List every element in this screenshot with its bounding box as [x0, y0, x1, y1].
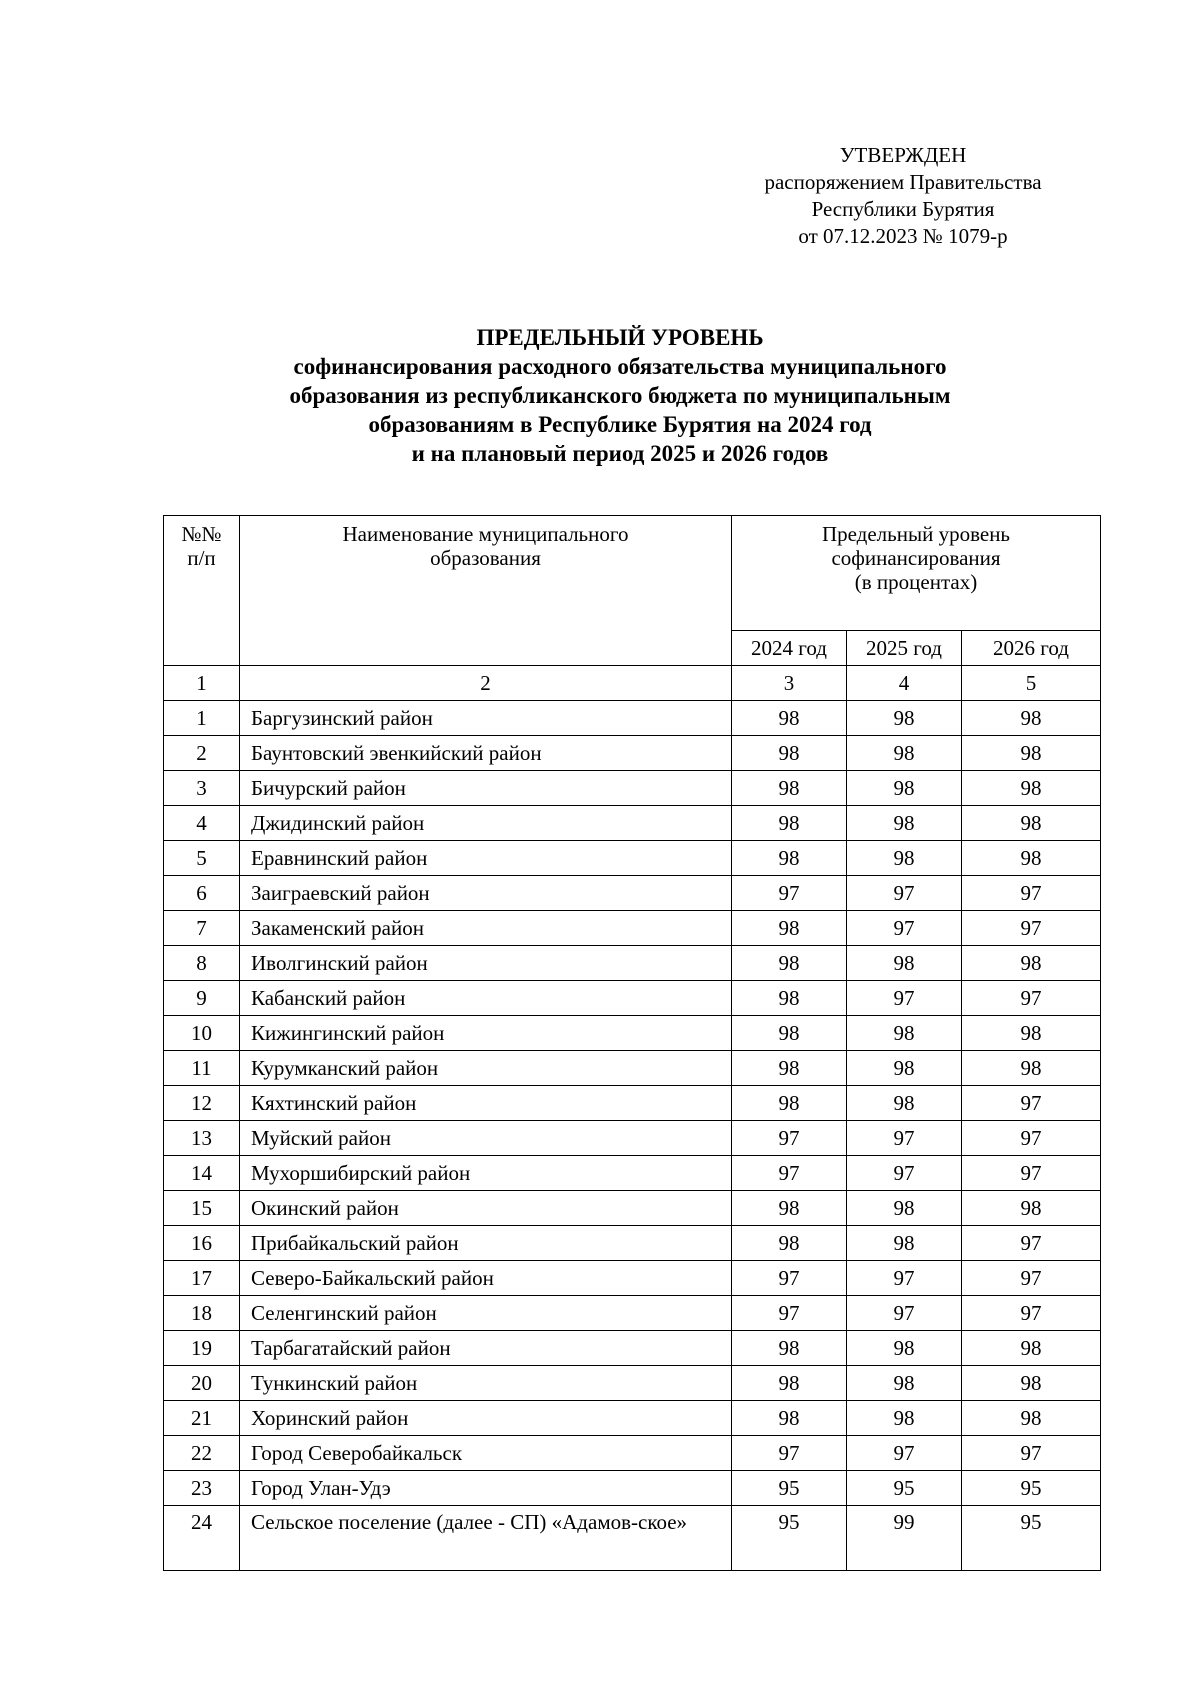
municipality-name: Кабанский район [240, 981, 732, 1016]
title-line-4: образованиям в Республике Бурятия на 2024 год [368, 412, 872, 437]
table-row [164, 1051, 1101, 1086]
municipality-name: Селенгинский район [240, 1296, 732, 1331]
level-2025: 98 [847, 841, 962, 876]
table-row [164, 736, 1101, 771]
municipality-name: Город Улан-Удэ [240, 1471, 732, 1506]
row-number: 7 [164, 911, 240, 946]
level-2024: 97 [732, 1156, 847, 1191]
level-2025: 97 [847, 981, 962, 1016]
level-2026: 97 [962, 876, 1101, 911]
column-number: 2 [240, 666, 732, 701]
title-line-1: ПРЕДЕЛЬНЫЙ УРОВЕНЬ [476, 325, 764, 350]
level-2025: 99 [847, 1506, 962, 1571]
table-row [164, 946, 1101, 981]
level-2025: 97 [847, 876, 962, 911]
level-2025: 97 [847, 1156, 962, 1191]
level-2025: 98 [847, 701, 962, 736]
level-2026: 97 [962, 1296, 1101, 1331]
level-2024: 98 [732, 841, 847, 876]
municipality-name: Муйский район [240, 1121, 732, 1156]
row-number: 13 [164, 1121, 240, 1156]
column-number: 5 [962, 666, 1101, 701]
document-title [140, 323, 1100, 468]
table-row [164, 1226, 1101, 1261]
level-2024: 98 [732, 771, 847, 806]
level-2026: 98 [962, 1016, 1101, 1051]
table-row [164, 1331, 1101, 1366]
table-row [164, 876, 1101, 911]
municipality-name: Сельское поселение (далее - СП) «Адамов-ское» [240, 1506, 732, 1571]
level-2025: 97 [847, 1261, 962, 1296]
level-2024: 98 [732, 1401, 847, 1436]
level-2026: 98 [962, 736, 1101, 771]
level-2024: 97 [732, 1261, 847, 1296]
municipality-name: Закаменский район [240, 911, 732, 946]
municipality-name: Город Северобайкальск [240, 1436, 732, 1471]
municipality-name: Курумканский район [240, 1051, 732, 1086]
row-number: 12 [164, 1086, 240, 1121]
municipality-name: Окинский район [240, 1191, 732, 1226]
header-year-2026: 2026 год [962, 631, 1101, 666]
table-row [164, 911, 1101, 946]
level-2026: 98 [962, 701, 1101, 736]
level-2024: 98 [732, 736, 847, 771]
level-2025: 98 [847, 1331, 962, 1366]
level-2024: 98 [732, 1191, 847, 1226]
row-number: 9 [164, 981, 240, 1016]
level-2026: 98 [962, 841, 1101, 876]
header-level-line-2: софинансирования [831, 546, 1001, 570]
table-row [164, 981, 1101, 1016]
row-number: 6 [164, 876, 240, 911]
level-2024: 97 [732, 876, 847, 911]
municipality-name: Кяхтинский район [240, 1086, 732, 1121]
level-2026: 97 [962, 981, 1101, 1016]
level-2025: 98 [847, 1086, 962, 1121]
level-2025: 98 [847, 736, 962, 771]
municipality-name: Бичурский район [240, 771, 732, 806]
header-number-line-1: №№ [181, 522, 222, 546]
level-2025: 97 [847, 1296, 962, 1331]
level-2026: 98 [962, 1051, 1101, 1086]
approval-republic: Республики Бурятия [811, 197, 995, 221]
level-2024: 98 [732, 946, 847, 981]
row-number: 5 [164, 841, 240, 876]
level-2026: 98 [962, 1331, 1101, 1366]
municipality-name: Еравнинский район [240, 841, 732, 876]
level-2026: 95 [962, 1471, 1101, 1506]
table-row [164, 771, 1101, 806]
municipality-name: Джидинский район [240, 806, 732, 841]
level-2024: 98 [732, 1226, 847, 1261]
level-2025: 98 [847, 771, 962, 806]
approval-block [738, 142, 1068, 250]
table-row [164, 1086, 1101, 1121]
level-2024: 98 [732, 1086, 847, 1121]
table-row [164, 1191, 1101, 1226]
table-row [164, 1296, 1101, 1331]
header-number [164, 516, 240, 666]
level-2025: 98 [847, 1366, 962, 1401]
table-header-row [164, 516, 1101, 631]
row-number: 22 [164, 1436, 240, 1471]
level-2025: 98 [847, 1401, 962, 1436]
table-row [164, 841, 1101, 876]
header-level [732, 516, 1101, 631]
level-2026: 97 [962, 911, 1101, 946]
level-2024: 98 [732, 1366, 847, 1401]
level-2025: 97 [847, 911, 962, 946]
table-row [164, 1121, 1101, 1156]
table-row [164, 1401, 1101, 1436]
level-2026: 97 [962, 1261, 1101, 1296]
header-municipality [240, 516, 732, 666]
level-2026: 97 [962, 1086, 1101, 1121]
table-row [164, 1506, 1101, 1571]
header-level-line-1: Предельный уровень [821, 522, 1011, 546]
level-2025: 97 [847, 1436, 962, 1471]
municipality-name: Северо-Байкальский район [240, 1261, 732, 1296]
row-number: 1 [164, 701, 240, 736]
municipality-name: Прибайкальский район [240, 1226, 732, 1261]
row-number: 2 [164, 736, 240, 771]
row-number: 15 [164, 1191, 240, 1226]
header-municipality-line-1: Наименование муниципального [342, 522, 629, 546]
row-number: 24 [164, 1506, 240, 1571]
row-number: 4 [164, 806, 240, 841]
level-2025: 98 [847, 1016, 962, 1051]
level-2024: 98 [732, 806, 847, 841]
level-2025: 98 [847, 1051, 962, 1086]
row-number: 17 [164, 1261, 240, 1296]
level-2026: 98 [962, 806, 1101, 841]
municipality-name: Мухоршибирский район [240, 1156, 732, 1191]
header-municipality-line-2: образования [430, 546, 541, 570]
level-2026: 98 [962, 1191, 1101, 1226]
table-row [164, 1261, 1101, 1296]
municipality-name: Заиграевский район [240, 876, 732, 911]
level-2024: 98 [732, 1331, 847, 1366]
level-2025: 97 [847, 1121, 962, 1156]
level-2025: 95 [847, 1471, 962, 1506]
title-line-5: и на плановый период 2025 и 2026 годов [411, 441, 829, 466]
header-level-line-3: (в процентах) [854, 570, 978, 594]
approval-date-number: от 07.12.2023 № 1079-р [798, 224, 1008, 248]
column-number: 4 [847, 666, 962, 701]
level-2024: 98 [732, 911, 847, 946]
table-row [164, 1436, 1101, 1471]
level-2026: 98 [962, 1366, 1101, 1401]
row-number: 11 [164, 1051, 240, 1086]
level-2026: 97 [962, 1156, 1101, 1191]
level-2025: 98 [847, 806, 962, 841]
approval-approved: УТВЕРЖДЕН [839, 143, 967, 167]
column-number: 1 [164, 666, 240, 701]
municipality-name: Тункинский район [240, 1366, 732, 1401]
municipality-name: Баргузинский район [240, 701, 732, 736]
approval-decree: распоряжением Правительства [764, 170, 1042, 194]
level-2024: 95 [732, 1471, 847, 1506]
level-2025: 98 [847, 1226, 962, 1261]
table-row [164, 1471, 1101, 1506]
municipality-name: Кижингинский район [240, 1016, 732, 1051]
level-2024: 98 [732, 701, 847, 736]
header-year-2025: 2025 год [847, 631, 962, 666]
column-number-row [164, 666, 1101, 701]
header-number-line-2: п/п [187, 546, 216, 570]
level-2024: 98 [732, 1051, 847, 1086]
table-row [164, 701, 1101, 736]
column-number: 3 [732, 666, 847, 701]
title-line-3: образования из республиканского бюджета по муниципальным [289, 383, 951, 408]
level-2024: 95 [732, 1506, 847, 1571]
level-2026: 95 [962, 1506, 1101, 1571]
row-number: 16 [164, 1226, 240, 1261]
row-number: 10 [164, 1016, 240, 1051]
level-2026: 97 [962, 1121, 1101, 1156]
row-number: 14 [164, 1156, 240, 1191]
row-number: 19 [164, 1331, 240, 1366]
municipality-name: Тарбагатайский район [240, 1331, 732, 1366]
row-number: 8 [164, 946, 240, 981]
level-2024: 97 [732, 1436, 847, 1471]
level-2026: 97 [962, 1226, 1101, 1261]
header-year-2024: 2024 год [732, 631, 847, 666]
level-2026: 97 [962, 1436, 1101, 1471]
table-row [164, 1366, 1101, 1401]
title-line-2: софинансирования расходного обязательства муниципального [293, 354, 947, 379]
level-2026: 98 [962, 946, 1101, 981]
row-number: 21 [164, 1401, 240, 1436]
row-number: 20 [164, 1366, 240, 1401]
table-row [164, 806, 1101, 841]
table-row [164, 1016, 1101, 1051]
level-2026: 98 [962, 1401, 1101, 1436]
level-2024: 98 [732, 1016, 847, 1051]
municipality-name: Хоринский район [240, 1401, 732, 1436]
level-2025: 98 [847, 946, 962, 981]
level-2024: 98 [732, 981, 847, 1016]
row-number: 23 [164, 1471, 240, 1506]
level-2024: 97 [732, 1296, 847, 1331]
municipality-name: Баунтовский эвенкийский район [240, 736, 732, 771]
municipality-name: Иволгинский район [240, 946, 732, 981]
row-number: 3 [164, 771, 240, 806]
table-row [164, 1156, 1101, 1191]
level-2024: 97 [732, 1121, 847, 1156]
level-2026: 98 [962, 771, 1101, 806]
cofinancing-table [163, 515, 1101, 1571]
level-2025: 98 [847, 1191, 962, 1226]
row-number: 18 [164, 1296, 240, 1331]
